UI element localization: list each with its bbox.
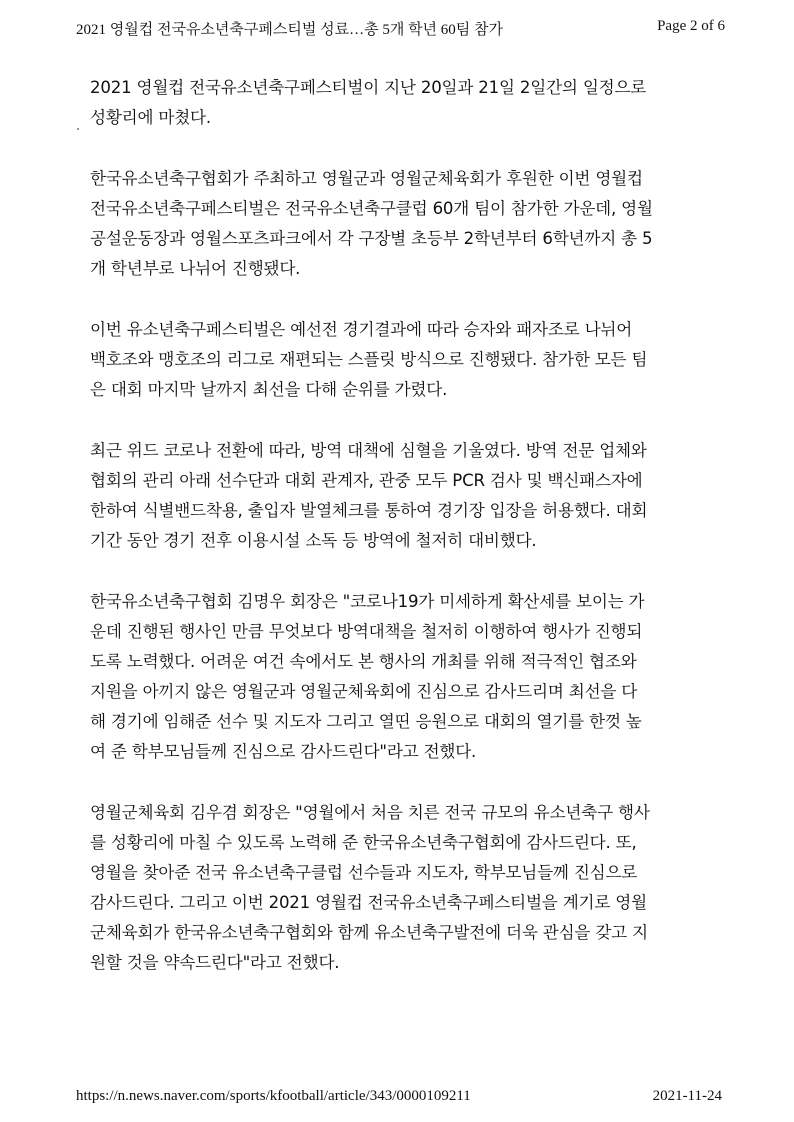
- text-line: 공설운동장과 영월스포츠파크에서 각 구장별 초등부 2학년부터 6학년까지 총 5: [90, 229, 653, 248]
- paragraph-4: [90, 436, 718, 556]
- text-line: 한국유소년축구협회가 주최하고 영월군과 영월군체육회가 후원한 이번 영월컵: [90, 169, 643, 188]
- text-line: 전국유소년축구페스티벌은 전국유소년축구클럽 60개 팀이 참가한 가운데, 영월: [90, 199, 653, 218]
- text-line: 한국유소년축구협회 김명우 회장은 "코로나19가 미세하게 확산세를 보이는 가: [90, 592, 645, 611]
- text-line: 한하여 식별밴드착용, 출입자 발열체크를 통하여 경기장 입장을 허용했다. 대회: [90, 501, 648, 520]
- text-line: 도록 노력했다. 어려운 여건 속에서도 본 행사의 개최를 위해 적극적인 협조와: [90, 652, 637, 671]
- paragraph-6: [90, 798, 718, 978]
- text-line: 기간 동안 경기 전후 이용시설 소독 등 방역에 철저히 대비했다.: [90, 531, 537, 550]
- text-line: 백호조와 맹호조의 리그로 재편되는 스플릿 방식으로 진행됐다. 참가한 모든 팀: [90, 350, 648, 369]
- print-date: 2021-11-24: [652, 1088, 722, 1104]
- margin-dot: [77, 128, 79, 130]
- text-line: 성황리에 마쳤다.: [90, 108, 211, 127]
- text-line: 운데 진행된 행사인 만큼 무엇보다 방역대책을 철저히 이행하여 행사가 진행되: [90, 622, 643, 641]
- text-line: 영월을 찾아준 전국 유소년축구클럽 선수들과 지도자, 학부모님들께 진심으로: [90, 863, 638, 882]
- paragraph-5: [90, 587, 718, 767]
- text-line: 영월군체육회 김우겸 회장은 "영월에서 처음 치른 전국 규모의 유소년축구 행사: [90, 803, 650, 822]
- source-url: https://n.news.naver.com/sports/kfootball/article/343/0000109211: [76, 1088, 471, 1104]
- page-header: [0, 14, 794, 38]
- paragraph-1: [90, 73, 718, 133]
- page-footer: [0, 1086, 794, 1110]
- header-title: 2021 영월컵 전국유소년축구페스티벌 성료…총 5개 학년 60팀 참가: [76, 22, 504, 38]
- text-line: 최근 위드 코로나 전환에 따라, 방역 대책에 심혈을 기울였다. 방역 전문 업체와: [90, 441, 647, 460]
- text-line: 지원을 아끼지 않은 영월군과 영월군체육회에 진심으로 감사드리며 최선을 다: [90, 682, 638, 701]
- text-line: 감사드린다. 그리고 이번 2021 영월컵 전국유소년축구페스티벌을 계기로 영월: [90, 893, 647, 912]
- text-line: 2021 영월컵 전국유소년축구페스티벌이 지난 20일과 21일 2일간의 일정으로: [90, 78, 647, 97]
- text-line: 은 대회 마지막 날까지 최선을 다해 순위를 가렸다.: [90, 380, 448, 399]
- text-line: 를 성황리에 마칠 수 있도록 노력해 준 한국유소년축구협회에 감사드린다. 또,: [90, 833, 637, 852]
- text-line: 여 준 학부모님들께 진심으로 감사드린다"라고 전했다.: [90, 742, 477, 761]
- paragraph-3: [90, 315, 718, 405]
- text-line: 해 경기에 임해준 선수 및 지도자 그리고 열띤 응원으로 대회의 열기를 한껏 높: [90, 712, 642, 731]
- text-line: 협회의 관리 아래 선수단과 대회 관계자, 관중 모두 PCR 검사 및 백신패스자에: [90, 471, 643, 490]
- text-line: 원할 것을 약속드린다"라고 전했다.: [90, 953, 340, 972]
- paragraph-2: [90, 164, 718, 284]
- page-number: Page 2 of 6: [657, 18, 725, 34]
- text-line: 이번 유소년축구페스티벌은 예선전 경기결과에 따라 승자와 패자조로 나뉘어: [90, 320, 633, 339]
- article-body: [90, 73, 718, 1009]
- text-line: 개 학년부로 나뉘어 진행됐다.: [90, 259, 301, 278]
- text-line: 군체육회가 한국유소년축구협회와 함께 유소년축구발전에 더욱 관심을 갖고 지: [90, 923, 648, 942]
